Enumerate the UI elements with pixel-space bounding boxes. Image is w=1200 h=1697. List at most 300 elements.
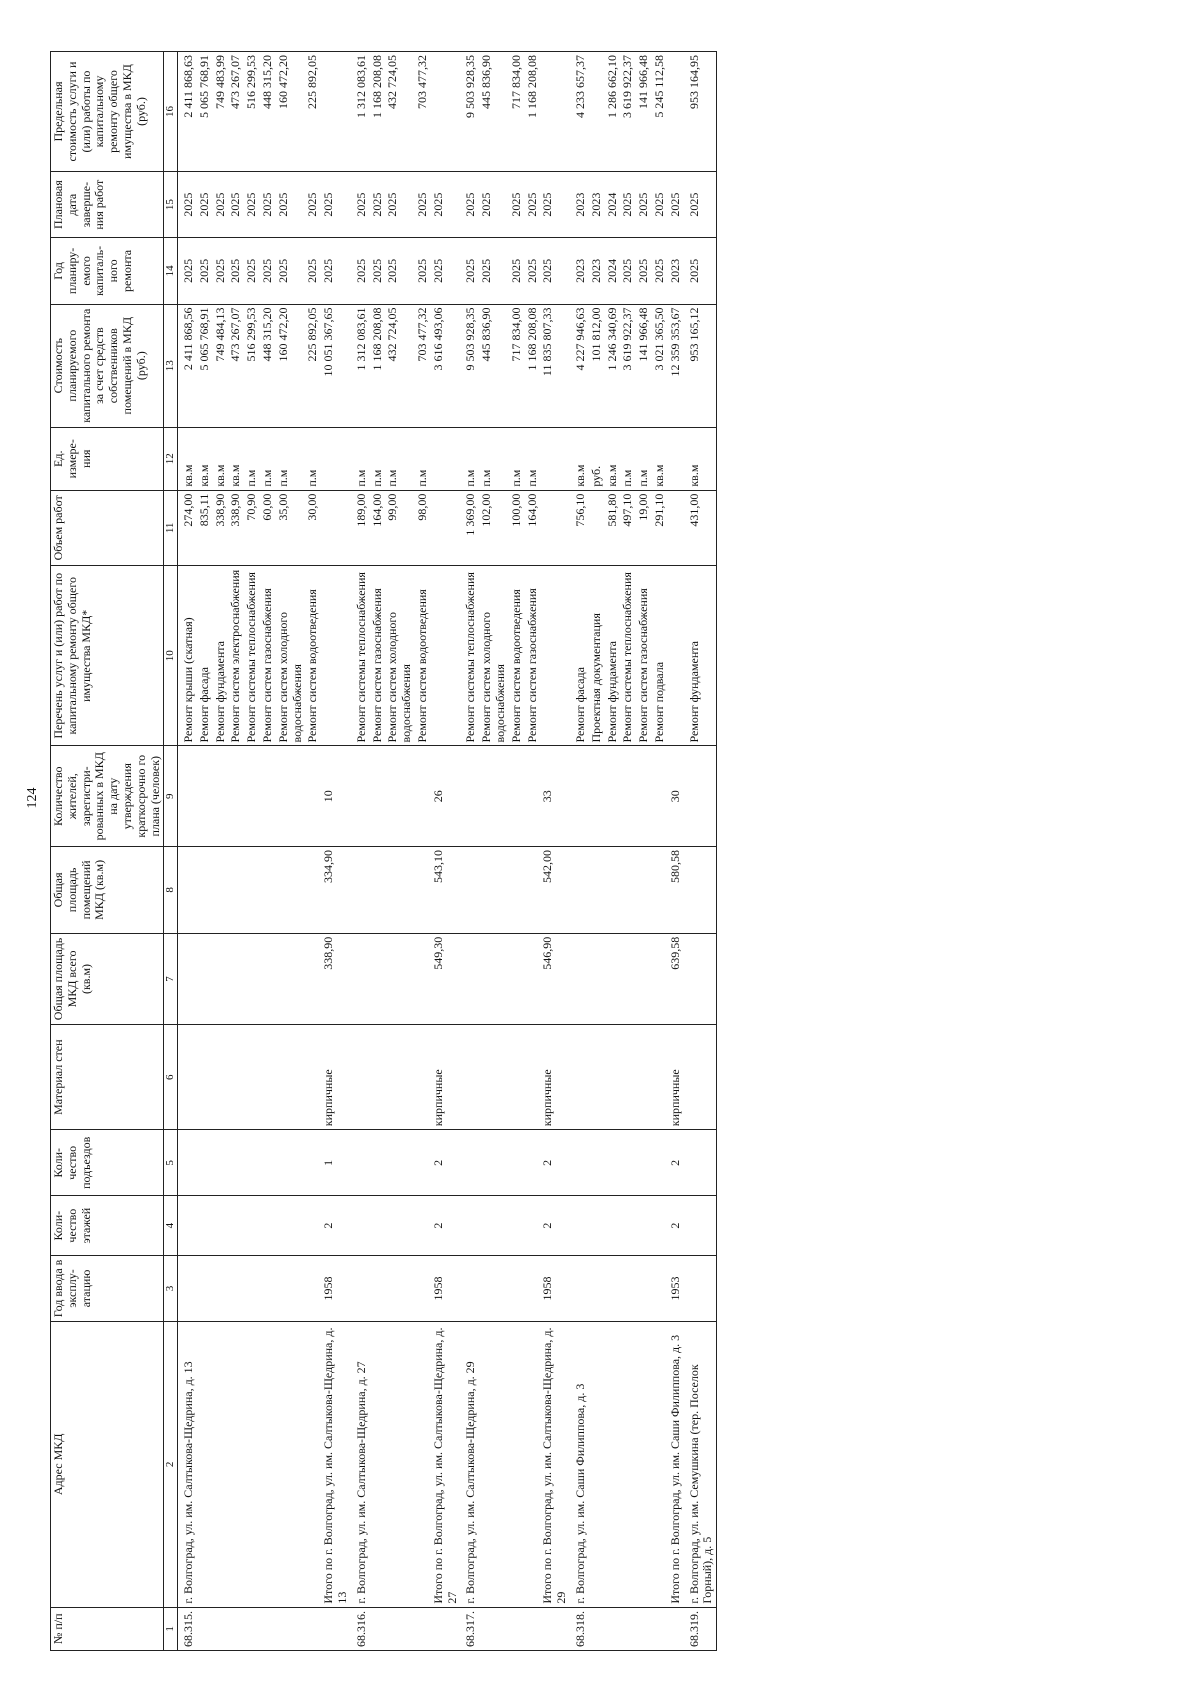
table-cell — [589, 490, 605, 565]
table-cell — [213, 847, 229, 934]
table-cell: 1 246 340,69 — [605, 304, 621, 427]
table-cell: Ремонт системы теплоснабжения — [460, 566, 479, 746]
table-cell — [636, 1025, 652, 1130]
table-cell: 2025 — [540, 238, 570, 304]
table-cell: 2024 — [605, 172, 621, 238]
table-cell — [228, 847, 244, 934]
table-cell — [385, 1255, 415, 1321]
table-cell: Ремонт систем газоснабжения — [260, 566, 276, 746]
table-cell — [260, 1196, 276, 1255]
table-cell: 2025 — [620, 172, 636, 238]
table-cell: 1958 — [321, 1255, 351, 1321]
table-cell — [276, 1322, 306, 1608]
table-cell: 99,00 — [385, 490, 415, 565]
table-cell: 5 245 112,58 — [652, 52, 668, 172]
table-cell: 2025 — [260, 172, 276, 238]
table-cell — [605, 1025, 621, 1130]
table-cell: 2 — [668, 1196, 684, 1255]
table-cell — [684, 933, 717, 1024]
table-cell: 2025 — [684, 238, 717, 304]
table-cell — [415, 1025, 431, 1130]
table-cell — [178, 933, 197, 1024]
column-header: Материал стен — [51, 1025, 164, 1130]
table-cell — [228, 933, 244, 1024]
table-cell — [321, 490, 351, 565]
table-cell — [652, 847, 668, 934]
table-cell: 2025 — [385, 238, 415, 304]
table-cell — [321, 427, 351, 490]
table-cell — [244, 746, 260, 847]
table-cell — [321, 1607, 351, 1650]
table-cell — [525, 1607, 541, 1650]
table-cell: кирпичные — [321, 1025, 351, 1130]
table-cell — [589, 746, 605, 847]
table-cell: 2 — [431, 1196, 461, 1255]
table-cell — [178, 1196, 197, 1255]
table-cell — [620, 1607, 636, 1650]
table-cell: 98,00 — [415, 490, 431, 565]
table-row — [244, 52, 260, 1651]
table-cell: 3 616 493,06 — [431, 304, 461, 427]
table-cell: 448 315,20 — [260, 304, 276, 427]
table-cell: 2025 — [213, 172, 229, 238]
table-cell — [652, 1130, 668, 1196]
table-cell: 164,00 — [525, 490, 541, 565]
table-cell: 2025 — [431, 172, 461, 238]
table-cell — [605, 1196, 621, 1255]
table-cell: 448 315,20 — [260, 52, 276, 172]
table-cell — [213, 1196, 229, 1255]
table-cell — [509, 1025, 525, 1130]
table-cell: 30 — [668, 746, 684, 847]
table-cell — [570, 1196, 589, 1255]
table-cell: 2025 — [228, 172, 244, 238]
table-cell — [305, 1255, 321, 1321]
table-cell — [605, 1130, 621, 1196]
table-cell — [509, 1607, 525, 1650]
table-cell — [652, 1196, 668, 1255]
table-cell: 2025 — [351, 172, 370, 238]
table-row — [605, 52, 621, 1651]
table-cell: 338,90 — [321, 933, 351, 1024]
table-cell — [351, 746, 370, 847]
column-number: 5 — [164, 1130, 178, 1196]
table-cell — [197, 847, 213, 934]
table-cell — [540, 427, 570, 490]
table-cell: 160 472,20 — [276, 52, 306, 172]
table-cell — [668, 1607, 684, 1650]
table-cell: 703 477,32 — [415, 52, 431, 172]
table-cell — [351, 933, 370, 1024]
table-cell — [260, 933, 276, 1024]
table-cell — [197, 933, 213, 1024]
table-cell: 703 477,32 — [415, 304, 431, 427]
table-cell: 2025 — [197, 172, 213, 238]
table-cell: 2023 — [570, 172, 589, 238]
table-cell — [228, 746, 244, 847]
table-cell — [228, 1607, 244, 1650]
table-cell: 68.316. — [351, 1607, 370, 1650]
table-cell: 160 472,20 — [276, 304, 306, 427]
table-cell: 2025 — [431, 238, 461, 304]
table-cell: 2025 — [213, 238, 229, 304]
table-cell — [260, 1130, 276, 1196]
capital-repair-table — [50, 51, 717, 1651]
table-cell: 2025 — [415, 238, 431, 304]
table-cell — [460, 746, 479, 847]
table-cell — [589, 52, 605, 172]
table-cell: 189,00 — [351, 490, 370, 565]
table-row — [213, 52, 229, 1651]
table-cell — [570, 1255, 589, 1321]
table-cell — [652, 1607, 668, 1650]
table-row — [652, 52, 668, 1651]
table-cell — [415, 1196, 431, 1255]
column-header: Адрес МКД — [51, 1322, 164, 1608]
table-cell — [260, 746, 276, 847]
table-cell — [460, 1255, 479, 1321]
table-cell: 2025 — [525, 172, 541, 238]
table-cell: Итого по г. Волгоград, ул. им. Салтыкова-Щедрина, д. 29 — [540, 1322, 570, 1608]
table-cell: 100,00 — [509, 490, 525, 565]
table-cell — [351, 1025, 370, 1130]
table-cell — [525, 933, 541, 1024]
table-cell: 338,90 — [213, 490, 229, 565]
table-cell — [276, 746, 306, 847]
table-row — [305, 52, 321, 1651]
table-cell: п.м — [276, 427, 306, 490]
table-cell — [385, 1607, 415, 1650]
table-cell — [178, 1025, 197, 1130]
table-cell — [525, 1130, 541, 1196]
table-cell — [431, 52, 461, 172]
table-cell: г. Волгоград, ул. им. Салтыкова-Щедрина, д. 29 — [460, 1322, 479, 1608]
table-cell: кирпичные — [431, 1025, 461, 1130]
table-cell: 2 — [540, 1130, 570, 1196]
table-cell: кв.м — [570, 427, 589, 490]
table-cell: Ремонт фасада — [570, 566, 589, 746]
table-cell: кв.м — [605, 427, 621, 490]
table-cell — [244, 847, 260, 934]
table-row — [351, 52, 370, 1651]
table-cell: 1 — [321, 1130, 351, 1196]
table-cell — [525, 1322, 541, 1608]
table-cell — [570, 1130, 589, 1196]
table-cell: 2025 — [321, 172, 351, 238]
table-cell: 2025 — [525, 238, 541, 304]
table-cell: Ремонт систем водоотведения — [305, 566, 321, 746]
table-cell: 164,00 — [370, 490, 386, 565]
table-cell: Ремонт фундамента — [213, 566, 229, 746]
table-cell: 10 051 367,65 — [321, 304, 351, 427]
table-cell — [305, 847, 321, 934]
table-cell — [479, 933, 509, 1024]
table-row — [570, 52, 589, 1651]
table-cell: Итого по г. Волгоград, ул. им. Саши Филиппова, д. 3 — [668, 1322, 684, 1608]
table-cell: Ремонт крыши (скатная) — [178, 566, 197, 746]
table-cell — [305, 1130, 321, 1196]
table-cell: 2025 — [178, 172, 197, 238]
table-cell: п.м — [385, 427, 415, 490]
table-cell: п.м — [525, 427, 541, 490]
table-cell: Ремонт систем газоснабжения — [636, 566, 652, 746]
table-cell — [385, 746, 415, 847]
column-number-row — [164, 52, 178, 1651]
table-cell: 30,00 — [305, 490, 321, 565]
table-cell: г. Волгоград, ул. им. Салтыкова-Щедрина, д. 13 — [178, 1322, 197, 1608]
table-cell: 953 165,12 — [684, 304, 717, 427]
table-cell — [351, 847, 370, 934]
table-cell: 497,10 — [620, 490, 636, 565]
column-number: 13 — [164, 304, 178, 427]
table-cell — [260, 847, 276, 934]
table-cell — [197, 746, 213, 847]
table-cell: 2025 — [636, 238, 652, 304]
table-cell — [460, 1025, 479, 1130]
table-cell — [525, 847, 541, 934]
table-cell — [370, 933, 386, 1024]
table-cell — [351, 1196, 370, 1255]
table-cell — [479, 1130, 509, 1196]
total-row — [668, 52, 684, 1651]
table-cell: 2023 — [570, 238, 589, 304]
table-cell: 2025 — [276, 172, 306, 238]
total-row — [431, 52, 461, 1651]
table-cell — [370, 1322, 386, 1608]
column-header: Коли-чество этажей — [51, 1196, 164, 1255]
table-cell — [479, 1025, 509, 1130]
table-cell — [305, 1322, 321, 1608]
table-cell — [276, 847, 306, 934]
table-cell — [479, 847, 509, 934]
table-cell: Проектная документация — [589, 566, 605, 746]
table-cell: 68.319. — [684, 1607, 717, 1650]
table-cell — [385, 1025, 415, 1130]
table-row — [260, 52, 276, 1651]
table-cell: 3 619 922,37 — [620, 52, 636, 172]
table-cell: 2025 — [460, 238, 479, 304]
table-cell: 1 168 208,08 — [370, 52, 386, 172]
table-cell — [276, 1130, 306, 1196]
table-cell — [370, 1025, 386, 1130]
table-cell — [305, 933, 321, 1024]
table-cell — [652, 933, 668, 1024]
table-cell: 3 021 365,50 — [652, 304, 668, 427]
table-cell: 225 892,05 — [305, 304, 321, 427]
table-cell: 68.318. — [570, 1607, 589, 1650]
table-cell — [370, 1130, 386, 1196]
table-cell: 580,58 — [668, 847, 684, 934]
table-cell: п.м — [351, 427, 370, 490]
table-cell: Ремонт фундамента — [684, 566, 717, 746]
table-cell: кв.м — [213, 427, 229, 490]
table-cell — [605, 847, 621, 934]
table-cell: Ремонт систем газоснабжения — [370, 566, 386, 746]
table-cell: 542,00 — [540, 847, 570, 934]
table-cell: 2025 — [370, 238, 386, 304]
table-cell: 2025 — [636, 172, 652, 238]
table-cell: 334,90 — [321, 847, 351, 934]
rotated-table-container — [50, 51, 1150, 1651]
table-cell — [351, 1255, 370, 1321]
table-cell: п.м — [244, 427, 260, 490]
column-header: Год планиру-емого капиталь-ного ремонта — [51, 238, 164, 304]
table-cell — [479, 746, 509, 847]
table-cell — [197, 1196, 213, 1255]
table-cell: 102,00 — [479, 490, 509, 565]
table-cell — [509, 1255, 525, 1321]
table-cell: 2025 — [305, 238, 321, 304]
table-cell — [228, 1025, 244, 1130]
table-cell — [431, 490, 461, 565]
table-cell — [525, 1196, 541, 1255]
table-cell: Ремонт фасада — [197, 566, 213, 746]
table-cell: 9 503 928,35 — [460, 304, 479, 427]
table-row — [684, 52, 717, 1651]
table-cell — [385, 1322, 415, 1608]
table-cell — [244, 1607, 260, 1650]
table-cell: п.м — [305, 427, 321, 490]
table-header — [51, 52, 178, 1651]
table-cell: 639,58 — [668, 933, 684, 1024]
table-cell — [684, 746, 717, 847]
table-cell: Ремонт системы теплоснабжения — [244, 566, 260, 746]
table-cell — [415, 1322, 431, 1608]
table-cell: 33 — [540, 746, 570, 847]
column-header: Ед. измере-ния — [51, 427, 164, 490]
table-cell: 1 312 083,61 — [351, 52, 370, 172]
table-cell — [620, 847, 636, 934]
table-cell — [570, 933, 589, 1024]
table-cell — [276, 1607, 306, 1650]
table-cell: Ремонт систем холодного водоснабжения — [385, 566, 415, 746]
header-row — [51, 52, 164, 1651]
table-cell: 2 411 868,63 — [178, 52, 197, 172]
table-cell: 2025 — [479, 238, 509, 304]
table-cell: кв.м — [684, 427, 717, 490]
table-cell — [652, 746, 668, 847]
table-cell — [525, 746, 541, 847]
column-header: Коли-чество подъездов — [51, 1130, 164, 1196]
table-cell — [620, 933, 636, 1024]
table-cell — [415, 1130, 431, 1196]
table-cell — [589, 933, 605, 1024]
column-number: 3 — [164, 1255, 178, 1321]
table-cell — [636, 746, 652, 847]
table-cell: 2025 — [244, 172, 260, 238]
table-cell — [213, 1607, 229, 1650]
table-cell: 2025 — [509, 238, 525, 304]
table-cell: кв.м — [228, 427, 244, 490]
table-cell — [668, 52, 684, 172]
table-cell — [479, 1607, 509, 1650]
table-cell: Ремонт систем водоотведения — [509, 566, 525, 746]
table-cell — [260, 1322, 276, 1608]
table-cell — [213, 746, 229, 847]
table-cell — [460, 1196, 479, 1255]
table-cell: 19,00 — [636, 490, 652, 565]
table-cell: 473 267,07 — [228, 52, 244, 172]
table-cell: 5 065 768,91 — [197, 52, 213, 172]
table-cell — [305, 1025, 321, 1130]
column-header: Объем работ — [51, 490, 164, 565]
table-cell: 2 — [321, 1196, 351, 1255]
table-cell — [605, 1322, 621, 1608]
table-cell — [385, 1130, 415, 1196]
table-cell — [415, 746, 431, 847]
table-cell: 1 286 662,10 — [605, 52, 621, 172]
table-cell: Ремонт фундамента — [605, 566, 621, 746]
table-cell: 141 966,48 — [636, 304, 652, 427]
table-cell: 516 299,53 — [244, 304, 260, 427]
table-row — [525, 52, 541, 1651]
page-number: 124 — [25, 787, 40, 809]
table-cell: 10 — [321, 746, 351, 847]
table-cell — [385, 1196, 415, 1255]
table-cell — [684, 1025, 717, 1130]
table-cell — [244, 1255, 260, 1321]
table-cell — [276, 933, 306, 1024]
table-cell — [244, 933, 260, 1024]
table-cell — [460, 933, 479, 1024]
table-cell — [620, 1255, 636, 1321]
table-cell: 141 966,48 — [636, 52, 652, 172]
table-cell — [668, 490, 684, 565]
table-cell: 2025 — [260, 238, 276, 304]
table-cell: 2 — [431, 1130, 461, 1196]
column-header: Общая площадь помещений МКД (кв.м) — [51, 847, 164, 934]
table-cell: 2023 — [589, 238, 605, 304]
table-cell: 2025 — [228, 238, 244, 304]
table-cell — [305, 1607, 321, 1650]
table-cell: 2025 — [460, 172, 479, 238]
table-cell — [479, 1322, 509, 1608]
table-cell: г. Волгоград, ул. им. Семушкина (тер. Поселок Горный), д. 5 — [684, 1322, 717, 1608]
column-header: Количество жителей, зарегистри-рованных в МКД на дату утверждения краткосрочно го плана (человек) — [51, 746, 164, 847]
column-number: 15 — [164, 172, 178, 238]
table-cell: 2025 — [385, 172, 415, 238]
table-row — [370, 52, 386, 1651]
table-cell — [260, 1025, 276, 1130]
table-cell: 749 484,13 — [213, 304, 229, 427]
table-cell: Ремонт систем водоотведения — [415, 566, 431, 746]
table-cell — [305, 1196, 321, 1255]
table-cell — [570, 746, 589, 847]
table-cell: Ремонт системы теплоснабжения — [351, 566, 370, 746]
table-cell: п.м — [636, 427, 652, 490]
table-cell — [385, 933, 415, 1024]
table-cell: 1958 — [431, 1255, 461, 1321]
table-cell — [540, 490, 570, 565]
table-row — [228, 52, 244, 1651]
table-row — [589, 52, 605, 1651]
table-cell: 11 835 807,33 — [540, 304, 570, 427]
table-cell — [589, 847, 605, 934]
table-cell — [244, 1025, 260, 1130]
table-cell — [589, 1255, 605, 1321]
table-row — [636, 52, 652, 1651]
table-cell: 473 267,07 — [228, 304, 244, 427]
table-cell — [370, 1607, 386, 1650]
table-cell — [636, 933, 652, 1024]
column-number: 7 — [164, 933, 178, 1024]
table-cell — [228, 1255, 244, 1321]
column-header: Год ввода в эксплу-атацию — [51, 1255, 164, 1321]
table-cell — [260, 1607, 276, 1650]
table-cell: 2025 — [479, 172, 509, 238]
table-cell: 1 312 083,61 — [351, 304, 370, 427]
table-cell: 2025 — [244, 238, 260, 304]
